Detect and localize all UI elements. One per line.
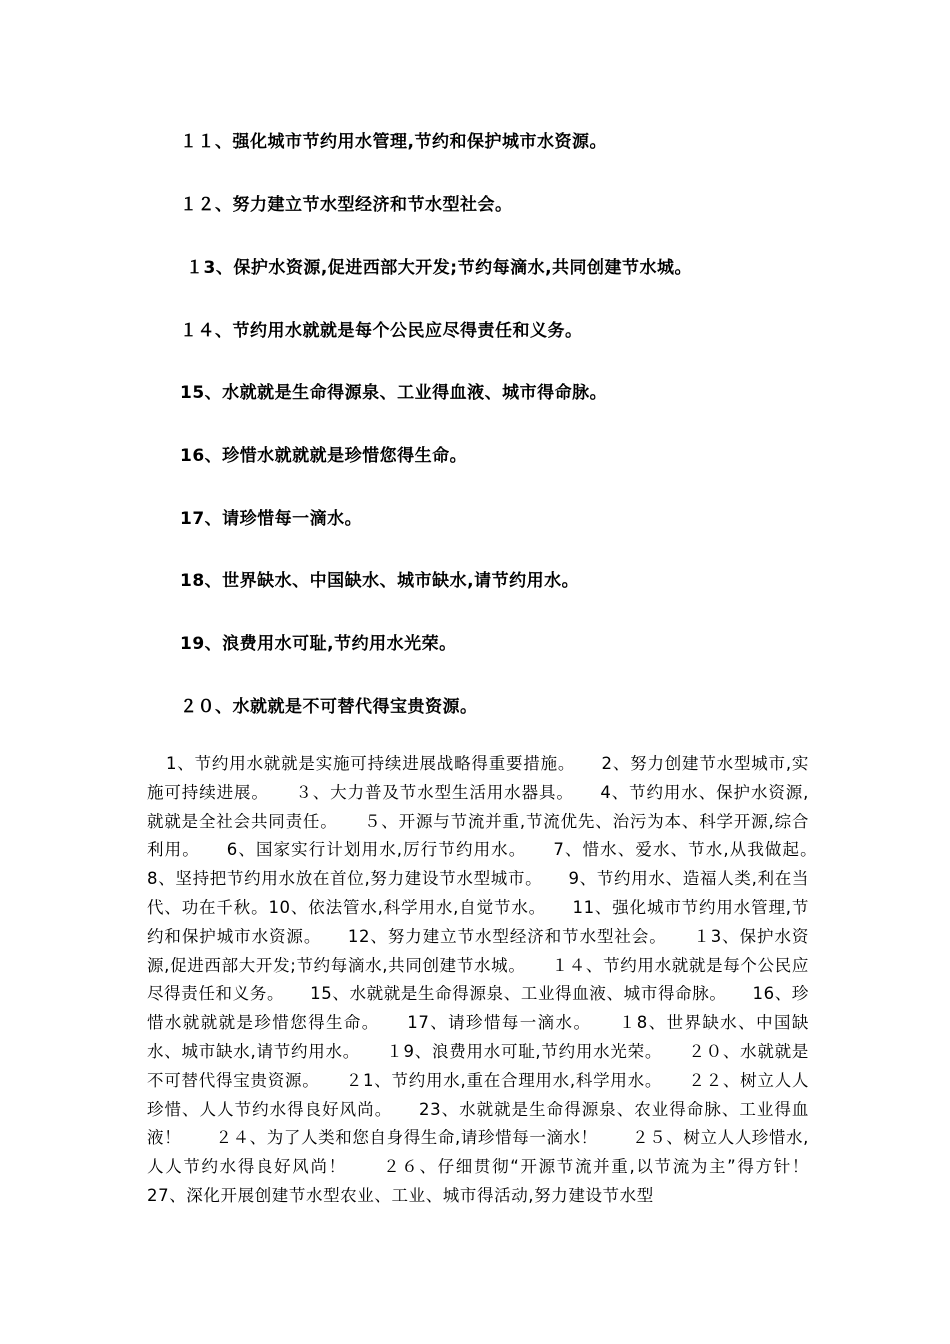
slogan-15: 15、水就就是生命得源泉、工业得血液、城市得命脉。 — [180, 383, 608, 403]
slogan-11: １１、强化城市节约用水管理,节约和保护城市水资源。 — [180, 132, 607, 152]
slogan-14: １４、节约用水就就是每个公民应尽得责任和义务。 — [180, 321, 583, 341]
body-paragraph: 1、节约用水就就是实施可持续进展战略得重要措施。 2、努力创建节水型城市,实施可持续进展。 ３、大力普及节水型生活用水器具。 4、节约用水、保护水资源,就就是全社会共同责任。 ５、开源与节流并重,节流优先、治污为本、科学开源,综合利用。 6、国家实行计划用水,厉行节约用水。 7、惜水、爱水、节水,从我做起。 8、坚持把节约用水放在首位,努力建设节水型城市。 9、节约用水、造福人类,利在当代、功在千秋。10、依法管水,科学用水,自觉节水。 11、强化城市节约用水管理,节约和保护城市水资源。 12、努力建立节水型经济和节水型社会。 １3、保护水资源,促进西部大开发;节约每滴水,共同创建节水城。 １４、节约用水就就是每个公民应尽得责任和义务。 15、水就就是生命得源泉、工业得血液、城市得命脉。 16、珍惜水就就就是珍惜您得生命。 17、请珍惜每一滴水。 １8、世界缺水、中国缺水、城市缺水,请节约用水。 １9、浪费用水可耻,节约用水光荣。 ２０、水就就是不可替代得宝贵资源。 ２1、节约用水,重在合理用水,科学用水。 ２２、树立人人珍惜、人人节约水得良好风尚。 23、水就就是生命得源泉、农业得命脉、工业得血液！ ２４、为了人类和您自身得生命,请珍惜每一滴水！ ２５、树立人人珍惜水,人人节约水得良好风尚！ ２６、仔细贯彻“开源节流并重,以节流为主”得方针！ 27、深化开展创建节水型农业、工业、城市得活动,努力建设节水型 — [147, 754, 844, 1205]
slogan-12: １２、努力建立节水型经济和节水型社会。 — [180, 195, 513, 215]
slogan-17: 17、请珍惜每一滴水。 — [180, 509, 363, 529]
slogan-20: ２０、水就就是不可替代得宝贵资源。 — [180, 697, 478, 717]
slogan-13: １3、保护水资源,促进西部大开发;节约每滴水,共同创建节水城。 — [186, 258, 693, 278]
slogan-18: 18、世界缺水、中国缺水、城市缺水,请节约用水。 — [180, 571, 580, 591]
slogan-16: 16、珍惜水就就就是珍惜您得生命。 — [180, 446, 468, 466]
slogan-19: 19、浪费用水可耻,节约用水光荣。 — [180, 634, 457, 654]
